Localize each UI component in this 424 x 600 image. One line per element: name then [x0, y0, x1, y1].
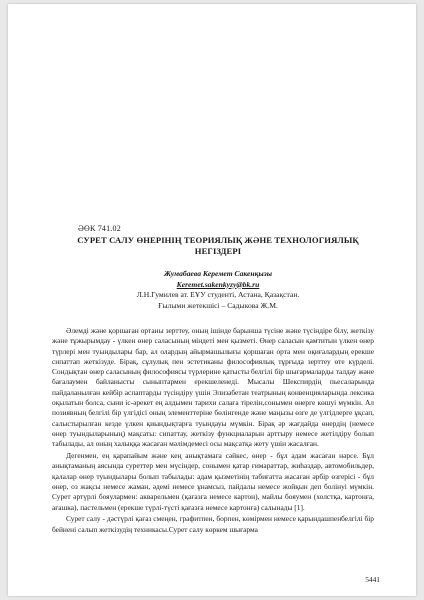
- paragraph: Сурет салу - дәстүрлі қағаз смеңен, графитпен, борпен, көмірмен немесе қарындашпенбелгілі бір бейнені салып жеткізудің техникасы.Сурет салу көркем шығарма: [52, 514, 374, 534]
- paragraph: Әлемді және қоршаған ортаны зерттеу, оның ішінде барынша түсіне және түсіндіре білу, жеткізу және тұжырымдау - үлкен өнер саласының міндеті мен қызметі. Өнер саласын қамтитын үлкен өнер түрлері мен туындылары бар, ал олардың айырмашылығы қоршаған орта мен оқиғалардың ерекше сипаттап жеткізуде. Бірақ, сұлулық пен эстетиканы философиялық тұрғыда зерттеу өте күрделі. Сондықтан өнер саласының философиясы түрлерине қатысты белгілі бір шығармаларды талдау және бағалаумен байланысты сыныптармен ерекшеленеді. Мысалы Шекспирдің пьесаларында пайдаланылған кейбір аспаптарды түсіндіру үшін Элизабетан театрының конвенцияларында лексика оқылатын болса, сыни іс-әрекет ең алдымен тарихи салаға тірелін,сонымен өнерге көшуі мүмкін. Ал позиявның белгілі бір үлгідісі оның элементтеріне бөлінгенде және маңызы өзге де үлгідлерге ұқсап, салыстырылған кезде үлкен қиындықтарға туындауы мүмкін. Бірақ әр жағдайда өнердің (немесе өнер туындыларының) мақсаты: сипаттау, жеткізу функциаларын арттыру немесе жетілдіру болып табылады, ал оның халыққа жасаған мәлімдемесі осы мақсатқа жету үшін жасалған.: [52, 326, 374, 449]
- author-name: Жумабаева Керемет Сакенқызы: [164, 269, 272, 278]
- title-line-1: СУРЕТ САЛУ ӨНЕРІНІҢ ТЕОРИЯЛЫҚ ЖӘНЕ ТЕХНОЛОГИЯЛЫҚ: [77, 235, 359, 245]
- author-block: [68, 269, 368, 311]
- author-supervisor: Ғылыми жетекшісі – Садыкова Ж.М.: [158, 300, 278, 310]
- article-title: [58, 235, 378, 257]
- author-email[interactable]: Keremet.sakenkyzy@bk.ru: [176, 279, 260, 289]
- title-line-2: НЕГІЗДЕРІ: [194, 246, 242, 256]
- paragraph: Дегенмен, ең қарапайым және кең анықтамаға сәйкес, өнер - бұл адам жасаған нәрсе. Бұл анықтаманың аясында суреттер мен мүсіндер, сонымен қатар ғимараттар, жиһаздар, автомобильдер, қалалар өнер туындылары болып табылады: адам қызметінің табиғатта жасаған әрбір өзгерісі - бұл өнер, оз жақсы немесе жаман, әдемі немесе ұнамсыз, пайдалы немесе жойқын деп болінуі мүмкін. Сурет әртүрлі бояулармен: акварельмен (қағазға немесе картон), майлы бояумен (холстқа, картонға, ағашка), пастельмен (ерекше түрлі-түсті қағазға немесе картонға) салынады [1].: [52, 451, 374, 512]
- paper-page: [8, 4, 416, 596]
- author-affiliation: Л.Н.Гумилев ат. ЕҰУ студенті, Астана, Қазақстан.: [136, 290, 300, 299]
- article-body: [52, 326, 374, 536]
- page-number: 5441: [365, 575, 380, 584]
- udk-code: ӘӨК 741.02: [78, 224, 121, 233]
